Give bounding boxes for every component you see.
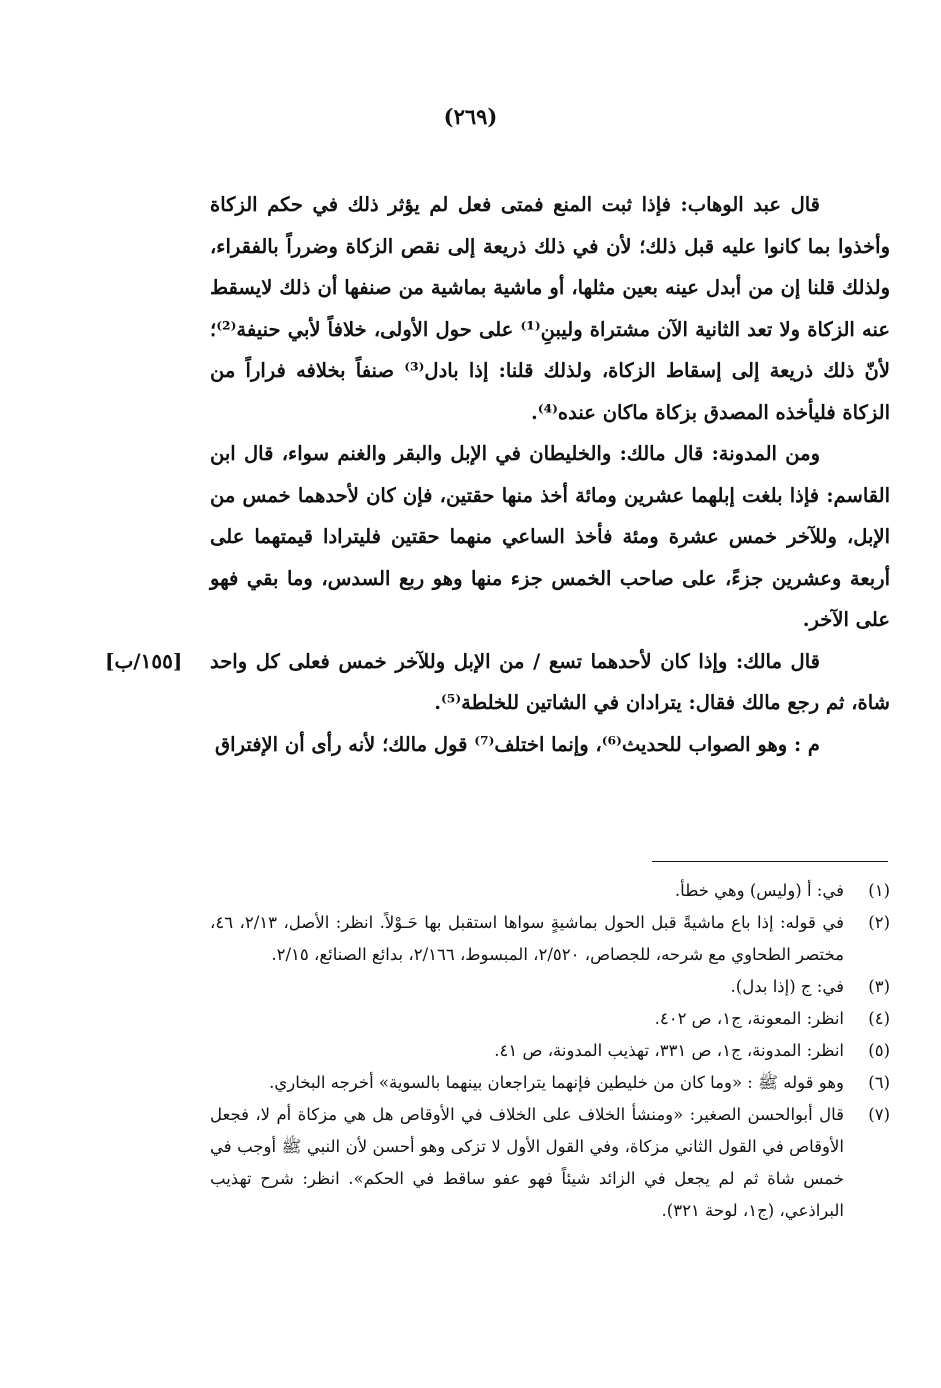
footnote-7 [210, 1099, 890, 1227]
footnote-3 [210, 971, 890, 1003]
footnote-5 [210, 1035, 890, 1067]
page-number: (٢٦٩) [443, 104, 498, 129]
footnote-1 [210, 875, 890, 907]
paragraph-4: م : وهو الصواب للحديث⁽⁶⁾، وإنما اختلف⁽⁷⁾ قول مالك؛ لأنه رأى أن الإفتراق [215, 732, 820, 756]
footnote-number: (٤) [868, 1009, 890, 1028]
paragraph-2: ومن المدونة: قال مالك: والخليطان في الإبل والبقر والغنم سواء، قال ابن القاسم: فإذا بلغت إبلهما عشرين ومائة أخذ منها حقتين، فإن كان لأحدهما خمس من الإبل، وللآخر خمس عشرة ومئة فأخذ الساعي منهما حقتين فليترادا قيمتهما على أربعة وعشرين جزءً، على صاحب الخمس جزء منها وهو ربع السدس، وما بقي فهو على الآخر. [210, 442, 890, 631]
footnote-number: (٣) [868, 977, 890, 996]
footnote-text: انظر: المعونة، ج١، ص ٤٠٢. [654, 1009, 844, 1028]
footnote-text: في قوله: إذا باع ماشيةً قبل الحول بماشيةٍ سواها استقبل بها حَـوْلاً. انظر: الأصل، ٢/١٣، ٤٦، مختصر الطحاوي مع شرحه، للجصاص، ٢/٥٢٠، المبسوط، ٢/١٦٦، بدائع الصنائع، ٢/١٥. [210, 913, 844, 964]
paragraph-1: قال عبد الوهاب: فإذا ثبت المنع فمتى فعل لم يؤثر ذلك في حكم الزكاة وأخذوا بما كانوا عليه قبل ذلك؛ لأن في ذلك ذريعة إلى نقص الزكاة وضرراً بالفقراء، ولذلك قلنا إن من أبدل عينه بعين مثلها، أو ماشية بماشية من صنفها أن ذلك لايسقط عنه الزكاة ولا تعد الثانية الآن مشتراة وليبنِ⁽¹⁾ على حول الأولى، خلافاً لأبي حنيفة⁽²⁾؛ لأنّ ذلك ذريعة إلى إسقاط الزكاة، ولذلك قلنا: إذا بادل⁽³⁾ صنفاً بخلافه فراراً من الزكاة فليأخذه المصدق بزكاة ماكان عنده⁽⁴⁾. [210, 193, 891, 424]
footnote-number: (٢) [868, 913, 890, 932]
footnote-text: في: ج (إذا بدل). [730, 977, 844, 996]
footnote-number: (٥) [868, 1041, 890, 1060]
footnote-number: (١) [868, 881, 890, 900]
main-text [105, 184, 891, 765]
footnotes [210, 875, 890, 1227]
paragraph-3-text: قال مالك: وإذا كان لأحدهما تسع / من الإبل وللآخر خمس فعلى كل واحد شاة، ثم رجع مالك فقال: يترادان في الشاتين للخلطة⁽⁵⁾. [210, 649, 890, 714]
footnote-text: انظر: المدونة، ج١، ص ٣٣١، تهذيب المدونة، ص ٤١. [494, 1041, 844, 1060]
footnote-4 [210, 1003, 890, 1035]
footnote-number: (٧) [868, 1105, 890, 1124]
footnote-text: في: أ (وليس) وهي خطأ. [674, 881, 844, 900]
footnote-divider [652, 861, 888, 862]
footnote-text: وهو قوله ﷺ : «وما كان من خليطين فإنهما يتراجعان بينهما بالسوية» أخرجه البخاري. [269, 1073, 844, 1092]
footnote-2 [210, 907, 890, 971]
paragraph-3 [105, 641, 890, 724]
footnote-text: قال أبوالحسن الصغير: «ومنشأ الخلاف على الخلاف في الأوقاص هل هي مزكاة أم لا، فجعل الأوقاص في القول الثاني مزكاة، وفي القول الأول لا تزكى وهو أحسن لأن النبي ﷺ أوجب في خمس شاة ثم لم يجعل في الزائد شيئاً فهو عفو ساقط في الحكم». انظر: شرح تهذيب البراذعي، (ج١، لوحة ٣٢١). [210, 1105, 844, 1220]
margin-folio-note: [١٥٥/ب] [105, 648, 183, 673]
footnote-number: (٦) [868, 1073, 890, 1092]
footnote-6 [210, 1067, 890, 1099]
